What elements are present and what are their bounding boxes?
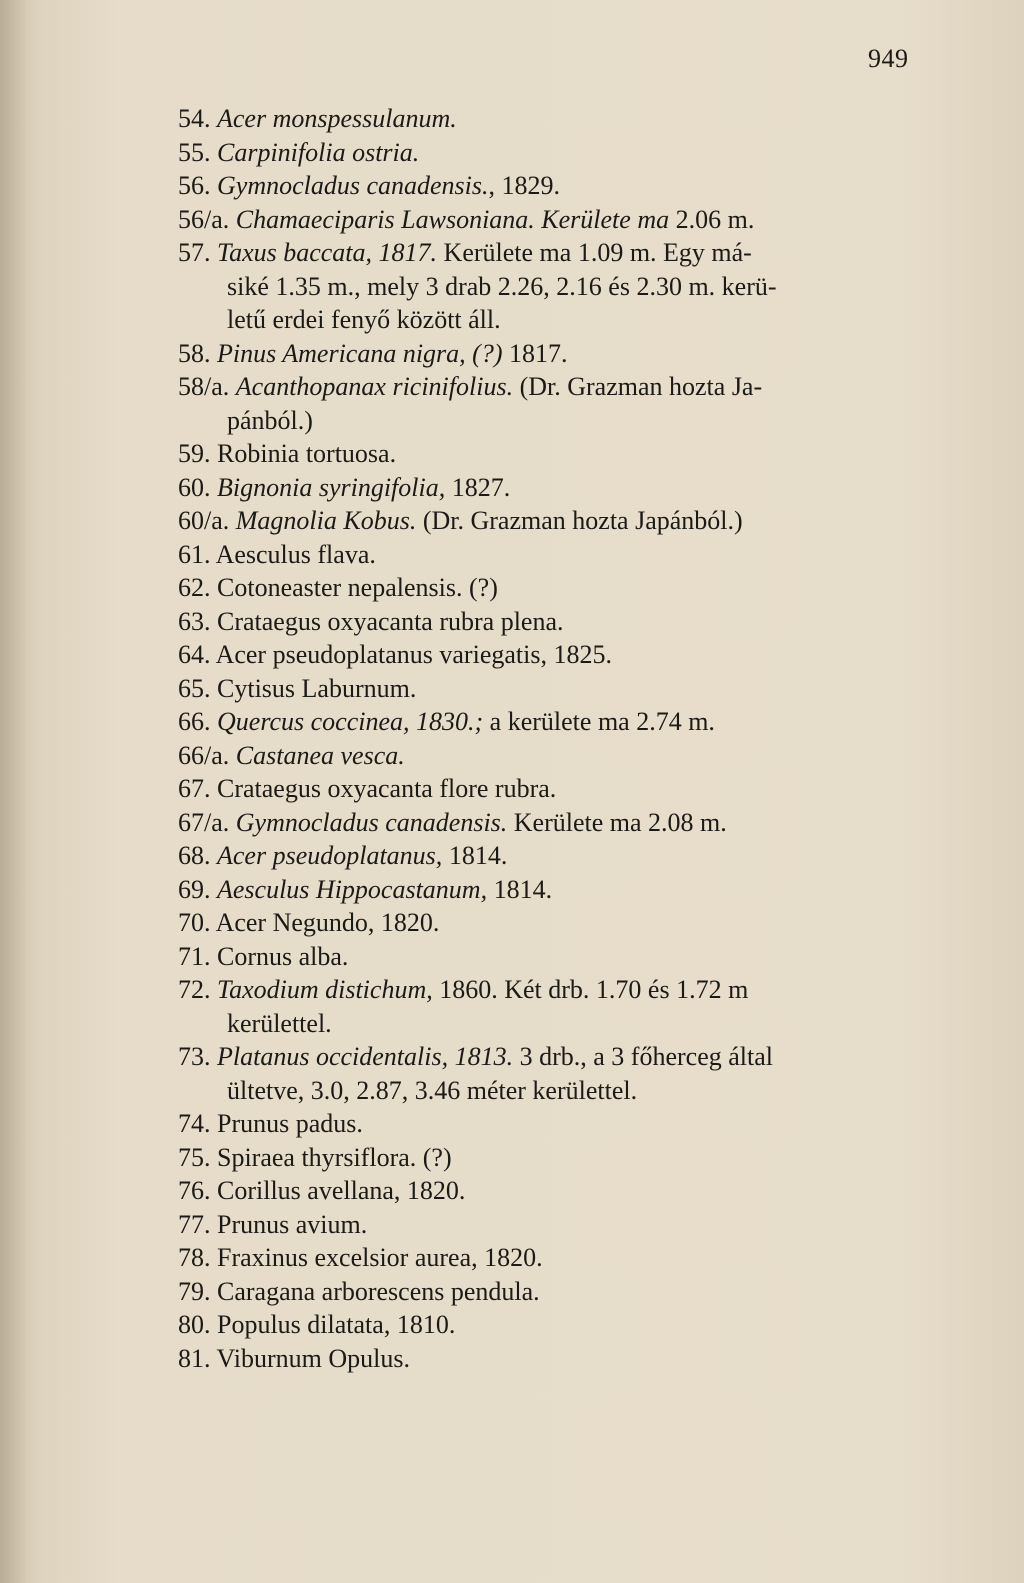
list-item — [178, 1208, 918, 1242]
entry-text: Prunus avium. — [217, 1209, 368, 1239]
entry-text: Spiraea thyrsiflora. (?) — [217, 1142, 452, 1172]
entry-text: 1827. — [445, 472, 511, 502]
entry-number: 75. — [178, 1142, 211, 1172]
list-item — [178, 873, 918, 907]
entry-number: 63. — [178, 606, 211, 636]
list-item — [178, 471, 918, 505]
entry-number: 58. — [178, 338, 211, 368]
entry-number: 70. — [178, 908, 211, 937]
entry-text: 1860. Két drb. 1.70 és 1.72 m — [432, 975, 749, 1004]
list-item — [178, 906, 918, 940]
entry-number: 69. — [178, 874, 211, 904]
entry-continuation: kerülettel. — [227, 1008, 332, 1038]
entry-number: 66. — [178, 707, 211, 736]
list-item — [178, 940, 918, 974]
species-name: Acer pseudoplatanus, — [217, 841, 443, 870]
entry-text: (Dr. Grazman hozta Ja- — [513, 372, 763, 401]
page-number: 949 — [868, 44, 909, 73]
species-name: Bignonia syringifolia, — [217, 472, 446, 502]
entry-text: , 1829. — [488, 171, 561, 200]
list-item — [178, 571, 918, 605]
species-name: Castanea vesca. — [235, 740, 405, 770]
species-name: Gymnocladus canadensis. — [235, 807, 508, 837]
entry-text: Cornus alba. — [217, 941, 349, 971]
list-item — [178, 538, 918, 572]
entry-number: 81. — [178, 1343, 211, 1373]
tree-list — [178, 102, 918, 1375]
entry-number: 68. — [178, 841, 211, 870]
list-item — [178, 236, 918, 270]
entry-number: 74. — [178, 1109, 211, 1138]
entry-number: 78. — [178, 1243, 211, 1272]
entry-number: 58/a. — [178, 372, 230, 401]
list-item — [178, 102, 918, 136]
entry-number: 62. — [178, 573, 211, 602]
list-item — [178, 437, 918, 471]
entry-number: 76. — [178, 1176, 211, 1205]
entry-text: Populus dilatata, 1810. — [217, 1310, 456, 1339]
entry-number: 77. — [178, 1209, 211, 1239]
entry-number: 55. — [178, 137, 211, 167]
entry-text: Crataegus oxyacanta rubra plena. — [217, 606, 564, 636]
species-name: Taxus baccata, 1817. — [217, 238, 438, 267]
species-name: Gymnocladus canadensis. — [217, 171, 489, 200]
list-item — [178, 370, 918, 404]
list-item — [178, 1342, 918, 1376]
entry-number: 67. — [178, 774, 211, 803]
species-name: Acer monspessulanum. — [217, 104, 457, 133]
entry-continuation: siké 1.35 m., mely 3 drab 2.26, 2.16 és 2.30 m. kerü- — [227, 271, 777, 301]
species-name: Taxodium distichum, — [217, 975, 433, 1004]
species-name: Chamaeciparis Lawsoniana. Kerülete ma — [235, 204, 670, 234]
entry-number: 56. — [178, 171, 211, 200]
list-item — [178, 1040, 918, 1074]
list-item — [178, 806, 918, 840]
entry-text: (Dr. Grazman hozta Japánból.) — [416, 506, 743, 535]
list-item — [178, 337, 918, 371]
species-name: Magnolia Kobus. — [235, 506, 417, 535]
entry-text: 2.06 m. — [669, 204, 755, 234]
entry-number: 79. — [178, 1276, 211, 1306]
list-item — [178, 772, 918, 806]
entry-text: Cotoneaster nepalensis. (?) — [217, 573, 498, 602]
list-item — [178, 136, 918, 170]
species-name: Acanthopanax ricinifolius. — [235, 372, 514, 401]
list-item — [178, 739, 918, 773]
entry-number: 59. — [178, 439, 211, 468]
species-name: Quercus coccinea, 1830.; — [217, 707, 484, 736]
entry-text: 1814. — [442, 841, 508, 870]
list-item — [178, 839, 918, 873]
entry-text: Prunus padus. — [217, 1109, 363, 1138]
species-name: Pinus Americana nigra, (?) — [217, 338, 503, 368]
entry-text: Fraxinus excelsior aurea, 1820. — [217, 1243, 543, 1272]
list-item — [178, 605, 918, 639]
entry-text: Kerülete ma 1.09 m. Egy má- — [437, 238, 752, 267]
list-item — [178, 1141, 918, 1175]
entry-number: 66/a. — [178, 740, 230, 770]
entry-text: Caragana arborescens pendula. — [217, 1276, 540, 1306]
species-name: Platanus occidentalis, 1813. — [217, 1042, 514, 1071]
list-item — [178, 705, 918, 739]
entry-number: 61. — [178, 539, 211, 569]
list-item — [178, 1308, 918, 1342]
entry-number: 71. — [178, 941, 211, 971]
entry-number: 57. — [178, 238, 211, 267]
entry-number: 73. — [178, 1042, 211, 1071]
entry-number: 72. — [178, 975, 211, 1004]
list-item — [178, 1107, 918, 1141]
entry-text: Aesculus flava. — [215, 539, 376, 569]
entry-text: Cytisus Laburnum. — [217, 673, 417, 703]
entry-text: 3 drb., a 3 főherceg által — [513, 1042, 773, 1071]
entry-number: 54. — [178, 104, 211, 133]
entry-continuation: pánból.) — [227, 405, 313, 435]
list-item — [178, 672, 918, 706]
entry-number: 64. — [178, 640, 211, 669]
entry-text: Corillus avellana, 1820. — [217, 1176, 466, 1205]
list-item — [178, 504, 918, 538]
entry-text: a kerülete ma 2.74 m. — [483, 707, 715, 736]
list-item — [178, 973, 918, 1007]
entry-number: 60/a. — [178, 506, 230, 535]
list-item — [178, 1241, 918, 1275]
list-item — [178, 203, 918, 237]
entry-number: 67/a. — [178, 807, 230, 837]
entry-text: Viburnum Opulus. — [216, 1343, 410, 1373]
entry-number: 65. — [178, 673, 211, 703]
species-name: Aesculus Hippocastanum, — [217, 874, 488, 904]
entry-text: Crataegus oxyacanta flore rubra. — [217, 774, 557, 803]
page-gutter-shadow — [0, 0, 26, 1583]
entry-number: 56/a. — [178, 204, 230, 234]
entry-text: Kerülete ma 2.08 m. — [507, 807, 727, 837]
entry-text: Acer pseudoplatanus variegatis, 1825. — [215, 640, 612, 669]
list-item — [178, 1275, 918, 1309]
list-item — [178, 638, 918, 672]
entry-number: 60. — [178, 472, 211, 502]
entry-text: 1817. — [502, 338, 568, 368]
entry-continuation: ültetve, 3.0, 2.87, 3.46 méter kerülettel. — [227, 1075, 638, 1105]
species-name: Carpinifolia ostria. — [217, 137, 420, 167]
entry-continuation: letű erdei fenyő között áll. — [227, 305, 501, 334]
list-item — [178, 1174, 918, 1208]
entry-text: Acer Negundo, 1820. — [215, 908, 440, 937]
list-item — [178, 169, 918, 203]
entry-number: 80. — [178, 1310, 211, 1339]
entry-text: Robinia tortuosa. — [217, 439, 397, 468]
entry-text: 1814. — [487, 874, 553, 904]
